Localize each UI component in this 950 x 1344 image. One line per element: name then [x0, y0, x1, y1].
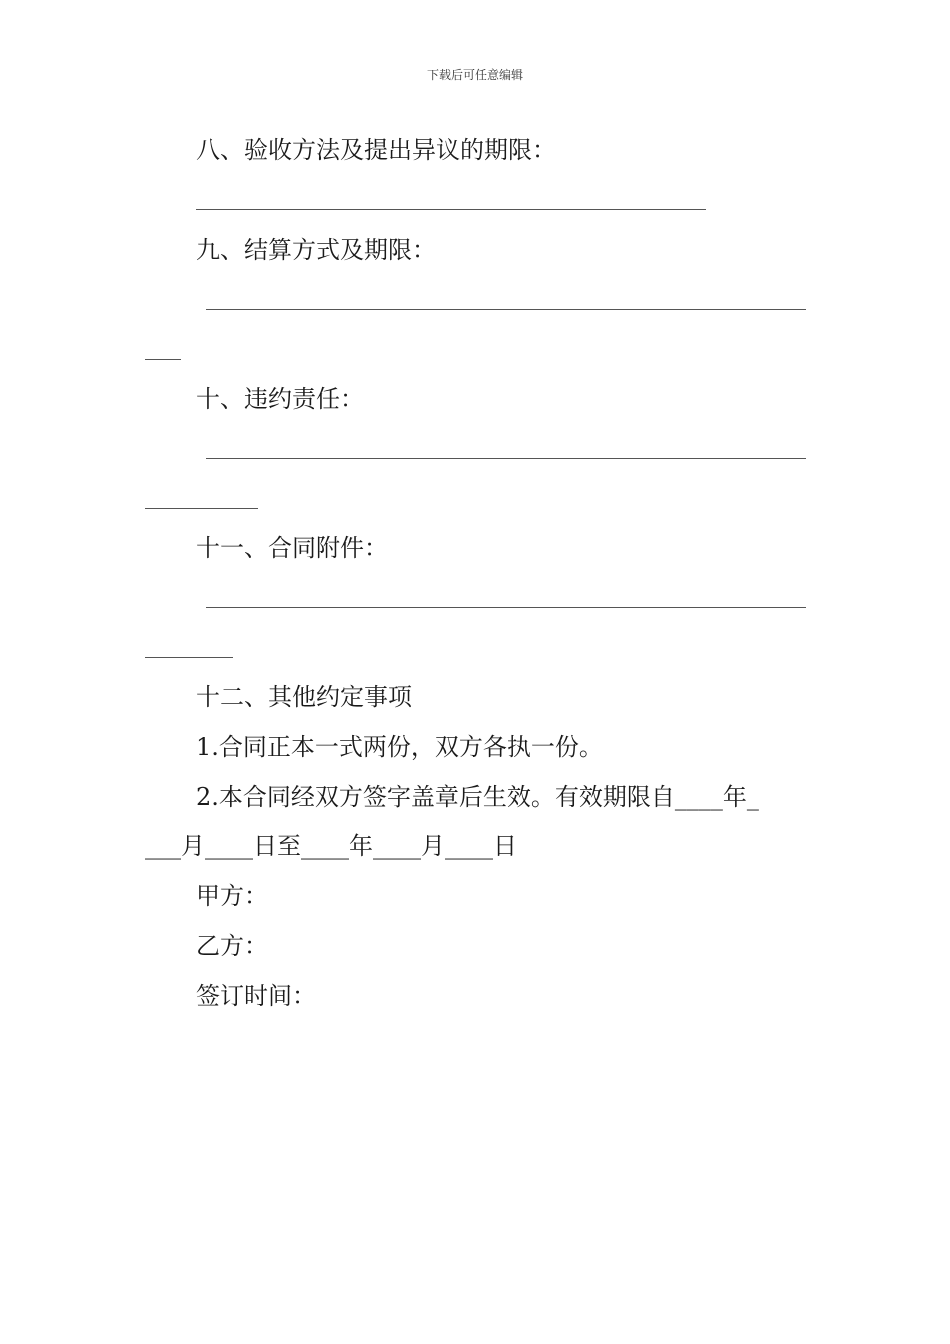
page-header-note: 下载后可任意编辑	[426, 68, 523, 82]
section-10-blank-line-cont	[145, 508, 258, 509]
section-11-blank-line-cont	[145, 657, 233, 658]
section-11-heading: 十一、合同附件：	[196, 534, 388, 562]
section-10-heading: 十、违约责任：	[196, 385, 364, 413]
section-9-blank-line-cont	[145, 359, 181, 360]
section-8-heading: 八、验收方法及提出异议的期限：	[196, 136, 556, 164]
clause-item-2-line-1: 2.本合同经双方签字盖章后生效。有效期限自____年_	[196, 783, 759, 811]
clause-item-2-line-2: ___月____日至____年____月____日	[145, 832, 517, 860]
section-11-blank-line	[206, 607, 806, 608]
section-12-heading: 十二、其他约定事项	[196, 683, 412, 711]
party-a-label: 甲方：	[196, 882, 268, 910]
clause-item-1: 1.合同正本一式两份，双方各执一份。	[196, 733, 603, 761]
section-9-blank-line	[206, 309, 806, 310]
party-b-label: 乙方：	[196, 932, 268, 960]
sign-time-label: 签订时间：	[196, 982, 316, 1010]
section-8-blank-line	[196, 209, 706, 210]
section-10-blank-line	[206, 458, 806, 459]
section-9-heading: 九、结算方式及期限：	[196, 236, 436, 264]
